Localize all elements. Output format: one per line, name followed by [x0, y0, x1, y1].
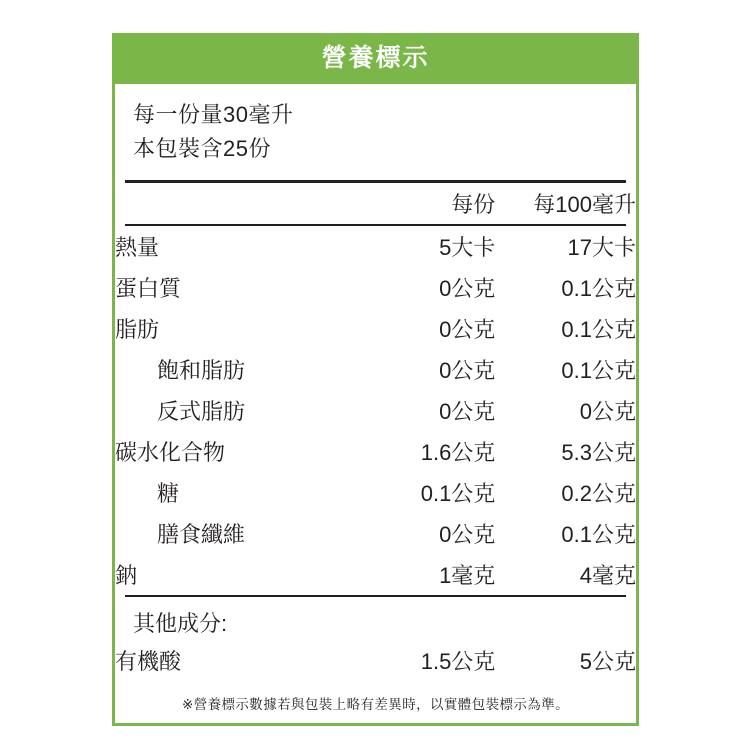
- table-row: [115, 640, 636, 681]
- nutrient-per-100ml: 17大卡: [567, 234, 636, 260]
- table-row: [115, 349, 636, 390]
- nutrient-per-serving: 0公克: [439, 357, 496, 383]
- table-row: [115, 431, 636, 472]
- nutrient-name: 碳水化合物: [115, 439, 226, 465]
- nutrient-per-serving: 1.6公克: [420, 439, 496, 465]
- nutrient-per-serving: 1.5公克: [420, 648, 496, 674]
- nutrient-name: 飽和脂肪: [157, 357, 246, 383]
- serving-info: [115, 84, 636, 178]
- nutrient-name: 脂肪: [115, 316, 160, 342]
- nutrient-per-100ml: 0.2公克: [561, 480, 636, 506]
- table-row: [115, 390, 636, 431]
- label-footnote: ※營養標示數據若與包裝上略有差異時，以實體包裝標示為準。: [181, 696, 569, 712]
- nutrition-values-table: [115, 226, 636, 595]
- table-row: [115, 267, 636, 308]
- nutrition-facts-panel: [112, 33, 639, 726]
- nutrient-per-serving: 1毫克: [439, 562, 496, 588]
- nutrient-per-serving: 0公克: [439, 275, 496, 301]
- nutrient-per-100ml: 5.3公克: [561, 439, 636, 465]
- nutrient-per-100ml: 5公克: [579, 648, 636, 674]
- table-row: [115, 554, 636, 595]
- nutrient-per-serving: 0公克: [439, 521, 496, 547]
- servings-per-container: 本包裝含25份: [133, 135, 271, 161]
- column-header-blank: [115, 183, 355, 224]
- nutrient-per-100ml: 4毫克: [579, 562, 636, 588]
- nutrient-name: 蛋白質: [115, 275, 182, 301]
- other-ingredients-title: 其他成分:: [133, 610, 228, 636]
- nutrition-table: [115, 183, 636, 224]
- nutrient-per-serving: 0公克: [439, 316, 496, 342]
- nutrient-name: 熱量: [115, 234, 160, 260]
- table-header-row: [115, 183, 636, 224]
- column-header-per-100ml: 每100毫升: [533, 191, 636, 217]
- nutrient-per-100ml: 0.1公克: [561, 275, 636, 301]
- nutrient-name: 有機酸: [115, 648, 182, 674]
- nutrient-name: 糖: [157, 480, 180, 506]
- nutrient-per-serving: 0公克: [439, 398, 496, 424]
- nutrient-per-serving: 5大卡: [439, 234, 496, 260]
- table-row: [115, 472, 636, 513]
- serving-size: 每一份量30毫升: [133, 101, 294, 127]
- nutrition-facts-title: 營養標示: [115, 36, 636, 84]
- column-header-per-serving: 每份: [451, 191, 496, 217]
- nutrient-name: 鈉: [115, 562, 138, 588]
- table-row: [115, 308, 636, 349]
- table-row: [115, 226, 636, 267]
- nutrient-per-100ml: 0.1公克: [561, 521, 636, 547]
- table-row: [115, 513, 636, 554]
- nutrient-per-100ml: 0.1公克: [561, 316, 636, 342]
- other-ingredients-section: [115, 597, 636, 681]
- nutrient-per-100ml: 0.1公克: [561, 357, 636, 383]
- nutrient-name: 反式脂肪: [157, 398, 246, 424]
- other-ingredients-table: [115, 640, 636, 681]
- nutrient-per-100ml: 0公克: [579, 398, 636, 424]
- nutrient-per-serving: 0.1公克: [420, 480, 496, 506]
- nutrient-name: 膳食纖維: [157, 521, 246, 547]
